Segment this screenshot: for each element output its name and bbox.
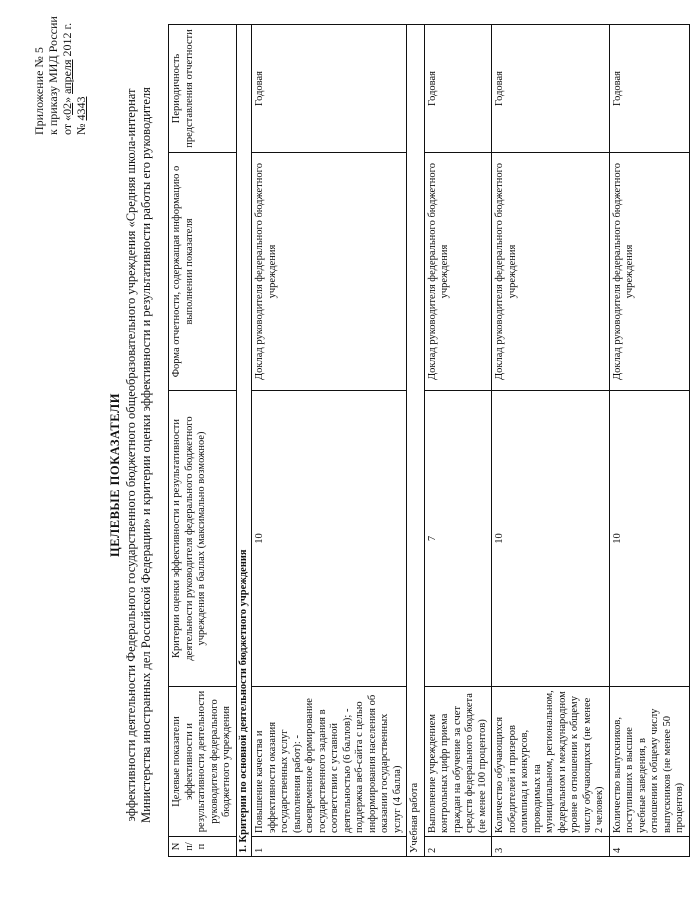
header-periodicity: Периодичность представления отчетности xyxy=(169,25,237,153)
row-report-form: Доклад руководителя федерального бюджетного учреждения xyxy=(424,153,492,391)
header-indicator: Целевые показатели эффективности и результативности деятельности руководителя федерального бюджетного учреждения xyxy=(169,687,237,837)
header-report-form: Форма отчетности, содержащая информацию о выполнении показателя xyxy=(169,153,237,391)
row-periodicity: Годовая xyxy=(424,25,492,153)
appendix-block xyxy=(32,16,88,135)
indicators-table xyxy=(168,24,690,857)
table-row xyxy=(492,25,610,857)
row-periodicity: Годовая xyxy=(609,25,689,153)
appendix-date: от «02» апреля 2012 г. xyxy=(60,22,74,135)
row-indicator: Повышение качества и эффективности оказания государственных услуг (выполнения работ): - своевременное формирование государственного задания в соответствии с уставной деятельностью (6 баллов); - поддержка веб-сайта с целью информирования населения об оказании государственных услуг (4 балла) xyxy=(252,687,407,837)
page-title: ЦЕЛЕВЫЕ ПОКАЗАТЕЛИ xyxy=(108,393,122,557)
row-indicator: Количество обучающихся победителей и призеров олимпиад и конкурсов, проводимых на муниципальном, региональном, федеральном и международном уровне в отношении к общему числу обучающихся (не менее 2 человек) xyxy=(492,687,610,837)
table-row xyxy=(252,25,407,857)
row-report-form: Доклад руководителя федерального бюджетного учреждения xyxy=(492,153,610,391)
section-row xyxy=(236,25,252,857)
appendix-number: № 4343 xyxy=(74,96,88,135)
section-heading: 1. Критерии по основной деятельности бюджетного учреждения xyxy=(236,25,252,857)
row-score: 10 xyxy=(492,391,610,687)
row-score: 7 xyxy=(424,391,492,687)
page-subtitle: эффективности деятельности Федерального государственного бюджетного общеобразовательного учреждения «Средняя школа-интернат Министерства иностранных дел Российской Федерации» и критерии оценки эффективности и результативности работы его руководителя xyxy=(124,87,153,823)
row-score: 10 xyxy=(609,391,689,687)
row-report-form: Доклад руководителя федерального бюджетного учреждения xyxy=(609,153,689,391)
row-periodicity: Годовая xyxy=(252,25,407,153)
table-row xyxy=(609,25,689,857)
row-score: 10 xyxy=(252,391,407,687)
row-number: 4 xyxy=(609,837,689,857)
section-row xyxy=(407,25,425,857)
row-report-form: Доклад руководителя федерального бюджетного учреждения xyxy=(252,153,407,391)
row-indicator: Количество выпускников, поступивших в высшие учебные заведения, в отношении к общему числу выпускников (не менее 50 процентов) xyxy=(609,687,689,837)
table-row xyxy=(424,25,492,857)
appendix-line-2: к приказу МИД России xyxy=(46,16,60,135)
header-criteria: Критерии оценки эффективности и результативности деятельности руководителя федерального бюджетного учреждения в баллах (максимально возможное) xyxy=(169,391,237,687)
row-number: 2 xyxy=(424,837,492,857)
header-number: N п/п xyxy=(169,837,237,857)
table-header-row xyxy=(169,25,237,857)
row-periodicity: Годовая xyxy=(492,25,610,153)
section-heading: Учебная работа xyxy=(407,25,425,857)
row-indicator: Выполнение учреждением контрольных цифр приема граждан на обучение за счет средств федерального бюджета (не менее 100 процентов) xyxy=(424,687,492,837)
appendix-line-1: Приложение № 5 xyxy=(32,47,46,135)
row-number: 1 xyxy=(252,837,407,857)
row-number: 3 xyxy=(492,837,610,857)
